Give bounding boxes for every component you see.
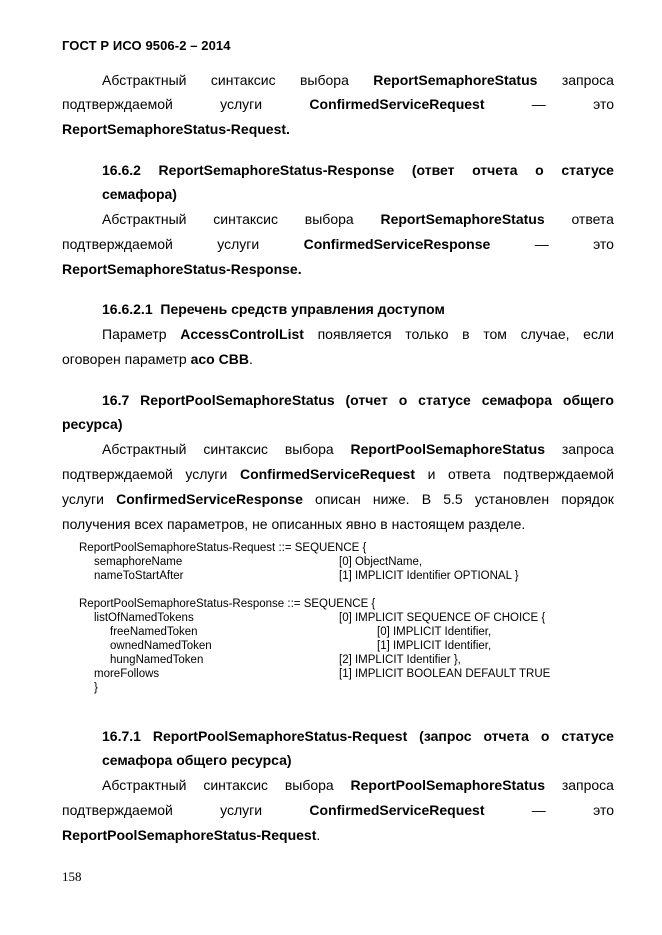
section-heading <box>102 301 614 317</box>
word: ReportPoolSemaphoreStatus <box>140 392 335 408</box>
section-number: 16.7.1 <box>102 728 141 744</box>
section-heading-cont: ресурса) <box>62 416 123 432</box>
code-field-name: moreFollows <box>94 668 160 680</box>
word: описан <box>315 491 361 507</box>
paragraph-line: получения всех параметров, не описанных явно в настоящем разделе. <box>62 516 526 532</box>
text: . <box>248 351 253 367</box>
paragraph-line <box>62 466 614 482</box>
text: оговорен параметр <box>62 351 191 367</box>
term: ReportSemaphoreStatus <box>380 211 545 227</box>
term: ReportPoolSemaphoreStatus-Request <box>62 827 317 843</box>
code-field-type: [0] IMPLICIT Identifier, <box>377 626 492 638</box>
word: подтверждаемой <box>62 236 173 252</box>
paragraph-line <box>62 827 614 843</box>
word: запроса <box>561 441 614 457</box>
word: ниже. <box>372 491 410 507</box>
section-heading-cont: семафора) <box>102 186 177 202</box>
word: статусе <box>561 728 614 744</box>
term: AccessControlList <box>180 326 304 342</box>
word: запроса <box>561 777 614 793</box>
paragraph-line <box>102 777 614 793</box>
word: это <box>593 236 614 252</box>
code-field-name: freeNamedToken <box>110 626 198 638</box>
word: семафора <box>481 392 553 408</box>
word: это <box>593 802 614 818</box>
section-number: 16.7 <box>102 392 130 408</box>
word: Абстрактный <box>102 72 187 88</box>
paragraph-line <box>102 72 614 88</box>
term: ConfirmedServiceRequest <box>239 466 416 482</box>
code-field-name: semaphoreName <box>94 556 183 568</box>
term: ConfirmedServiceResponse <box>116 491 303 507</box>
code-line: ReportPoolSemaphoreStatus-Response ::= SEQUENCE { <box>79 598 376 610</box>
paragraph-line: ReportSemaphoreStatus-Response. <box>62 261 302 277</box>
word: выбора <box>284 777 334 793</box>
word: синтаксис <box>210 72 276 88</box>
word: ответа <box>448 466 491 482</box>
word: подтверждаемой <box>62 802 173 818</box>
word: статусе <box>561 162 614 178</box>
word: отчета <box>483 728 529 744</box>
word: Абстрактный <box>102 211 187 227</box>
term: ReportSemaphoreStatus <box>373 72 538 88</box>
paragraph-line <box>102 211 614 227</box>
page-number: 158 <box>62 869 82 884</box>
word: — <box>531 96 546 112</box>
word: статусе <box>418 392 471 408</box>
code-field-name: ownedNamedToken <box>110 640 212 652</box>
code-field-type: [2] IMPLICIT Identifier }, <box>339 654 461 666</box>
word: подтверждаемой <box>503 466 614 482</box>
paragraph-line <box>102 441 614 457</box>
word: ReportSemaphoreStatus-Response <box>158 162 395 178</box>
paragraph-line <box>62 351 614 367</box>
word: в <box>462 326 470 342</box>
word: установлен <box>474 491 550 507</box>
word: В <box>421 491 432 507</box>
word: общего <box>562 392 614 408</box>
word: отчета <box>472 162 518 178</box>
word: только <box>405 326 449 342</box>
paragraph-line: ReportSemaphoreStatus-Request. <box>62 121 290 137</box>
code-field-type: [1] IMPLICIT Identifier OPTIONAL } <box>339 570 519 582</box>
word: порядок <box>561 491 614 507</box>
word: если <box>583 326 614 342</box>
term: ConfirmedServiceResponse <box>303 236 491 252</box>
word: — <box>531 802 546 818</box>
word: (ответ <box>411 162 455 178</box>
running-header: ГОСТ Р ИСО 9506-2 – 2014 <box>62 38 231 53</box>
section-heading-cont: семафора общего ресурса) <box>102 752 292 768</box>
word: ответа <box>571 211 614 227</box>
word: Абстрактный <box>102 441 187 457</box>
section-number: 16.6.2 <box>102 162 141 178</box>
word: — <box>534 236 549 252</box>
section-heading <box>102 162 614 178</box>
word: запроса <box>561 72 614 88</box>
word: и <box>427 466 436 482</box>
paragraph-line <box>62 236 614 252</box>
word: синтаксис <box>203 777 269 793</box>
term: ReportPoolSemaphoreStatus <box>350 777 546 793</box>
term: ReportPoolSemaphoreStatus <box>350 441 546 457</box>
word: появляется <box>317 326 392 342</box>
text: . <box>316 827 321 843</box>
word: услуги <box>217 236 260 252</box>
word: услуги <box>185 466 228 482</box>
word: Параметр <box>102 326 167 342</box>
paragraph-line <box>62 491 614 507</box>
paragraph-line <box>62 96 614 112</box>
code-field-name: hungNamedToken <box>110 654 204 666</box>
word: случае, <box>520 326 570 342</box>
word: 5.5 <box>443 491 463 507</box>
word: синтаксис <box>203 441 269 457</box>
word: услуги <box>220 802 263 818</box>
code-field-name: nameToStartAfter <box>94 570 184 582</box>
paragraph-line <box>102 326 614 342</box>
code-field-type: [1] IMPLICIT Identifier, <box>377 640 492 652</box>
word: Абстрактный <box>102 777 187 793</box>
word: это <box>593 96 614 112</box>
term: ConfirmedServiceRequest <box>309 802 485 818</box>
code-field-type: [0] ObjectName, <box>339 556 423 568</box>
word: выбора <box>284 441 334 457</box>
section-number: 16.6.2.1 <box>102 301 153 317</box>
word: о <box>540 728 550 744</box>
term: ConfirmedServiceRequest <box>309 96 485 112</box>
word: синтаксис <box>213 211 278 227</box>
code-line: } <box>94 682 98 694</box>
word: том <box>483 326 507 342</box>
word: ReportPoolSemaphoreStatus-Request <box>152 728 408 744</box>
word: о <box>398 392 408 408</box>
word: (отчет <box>345 392 388 408</box>
word: услуги <box>62 491 104 507</box>
code-field-name: listOfNamedTokens <box>94 612 194 624</box>
code-line: ReportPoolSemaphoreStatus-Request ::= SEQUENCE { <box>79 542 367 554</box>
word: (запрос <box>419 728 472 744</box>
word: подтверждаемой <box>62 466 173 482</box>
section-heading <box>102 728 614 744</box>
word: подтверждаемой <box>62 96 173 112</box>
word: выбора <box>299 72 349 88</box>
code-field-type: [1] IMPLICIT BOOLEAN DEFAULT TRUE <box>339 668 551 680</box>
word: о <box>535 162 544 178</box>
section-title: Перечень средств управления доступом <box>160 301 445 317</box>
word: услуги <box>220 96 263 112</box>
code-field-type: [0] IMPLICIT SEQUENCE OF CHOICE { <box>339 612 546 624</box>
section-heading <box>102 392 614 408</box>
word: выбора <box>304 211 354 227</box>
term: aco CBB <box>190 351 249 367</box>
paragraph-line <box>62 802 614 818</box>
